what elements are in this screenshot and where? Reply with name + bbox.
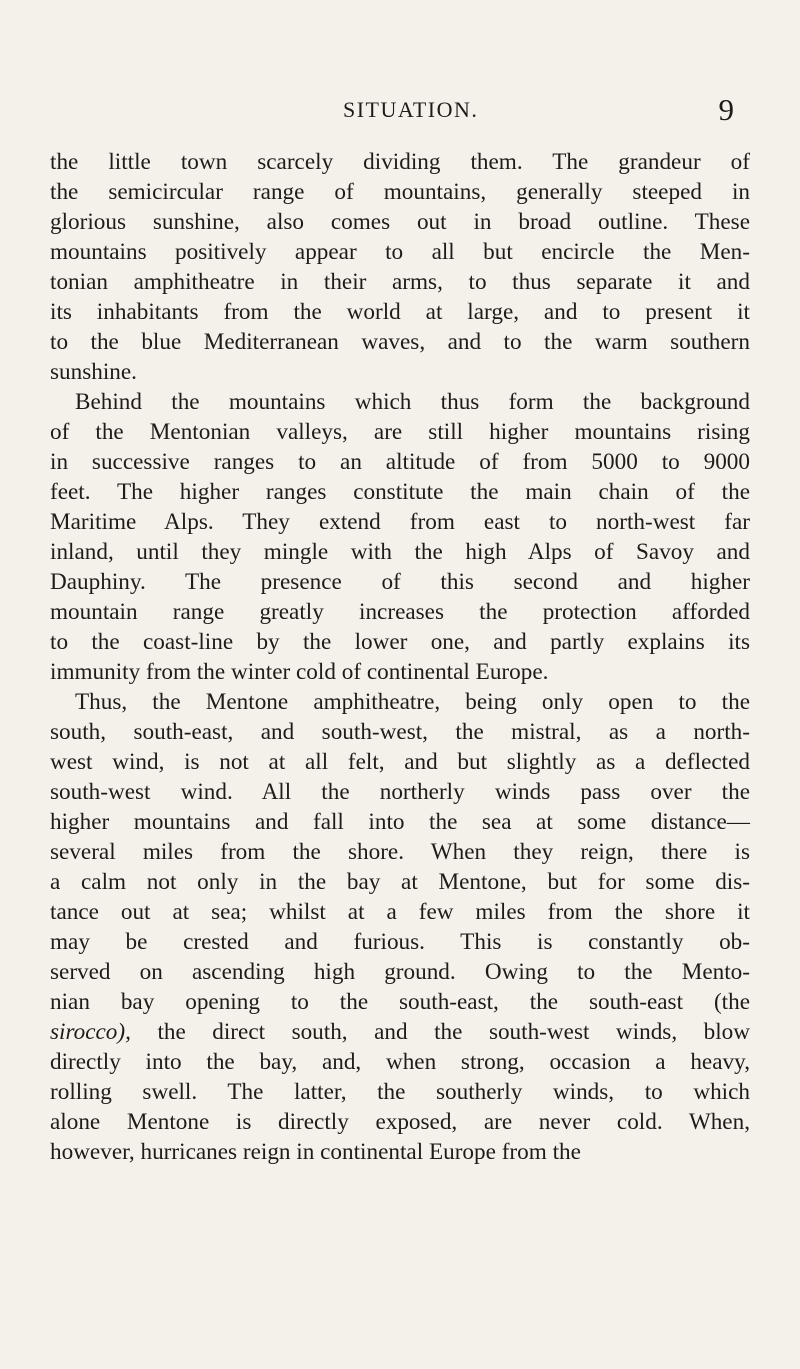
- page-number: 9: [718, 92, 734, 127]
- text-line: mountains positively appear to all but encircle the Men-: [50, 239, 750, 265]
- text-line: alone Mentone is directly exposed, are never cold. When,: [50, 1109, 750, 1135]
- text-line: several miles from the shore. When they reign, there is: [50, 839, 750, 865]
- text-line: Maritime Alps. They extend from east to north-west far: [50, 509, 750, 535]
- text-line: immunity from the winter cold of continental Europe.: [50, 659, 549, 685]
- text-line: however, hurricanes reign in continental Europe from the: [50, 1139, 581, 1165]
- running-title: SITUATION.: [343, 97, 479, 122]
- text-line: Thus, the Mentone amphitheatre, being only open to the: [75, 689, 750, 715]
- text-line: to the blue Mediterranean waves, and to the warm southern: [50, 329, 750, 355]
- text-line: glorious sunshine, also comes out in broad outline. These: [50, 209, 750, 235]
- text-line: directly into the bay, and, when strong, occasion a heavy,: [50, 1049, 750, 1075]
- text-line: its inhabitants from the world at large, and to present it: [50, 299, 750, 325]
- text-line: Dauphiny. The presence of this second and higher: [50, 569, 750, 595]
- text-line: south, south-east, and south-west, the mistral, as a north-: [50, 719, 750, 745]
- text-line: a calm not only in the bay at Mentone, but for some dis-: [50, 869, 750, 895]
- text-line: inland, until they mingle with the high Alps of Savoy and: [50, 539, 750, 565]
- text-line: the little town scarcely dividing them. The grandeur of: [50, 149, 750, 175]
- text-line: south-west wind. All the northerly winds pass over the: [50, 779, 750, 805]
- text-line: sunshine.: [50, 359, 137, 385]
- text-line: may be crested and furious. This is constantly ob-: [50, 929, 750, 955]
- running-head: [50, 90, 750, 130]
- text-line: tance out at sea; whilst at a few miles from the shore it: [50, 899, 750, 925]
- text-line: west wind, is not at all felt, and but slightly as a deflected: [50, 749, 750, 775]
- text-line: the semicircular range of mountains, generally steeped in: [50, 179, 750, 205]
- text-line: feet. The higher ranges constitute the main chain of the: [50, 479, 750, 505]
- text-line: to the coast-line by the lower one, and partly explains its: [50, 629, 750, 655]
- body-text: [50, 147, 750, 1167]
- text-line: served on ascending high ground. Owing to the Mento-: [50, 959, 750, 985]
- text-line: of the Mentonian valleys, are still higher mountains rising: [50, 419, 750, 445]
- text-line-with-italic: [50, 1017, 750, 1047]
- text-line: mountain range greatly increases the protection afforded: [50, 599, 750, 625]
- italic-word: sirocco),: [50, 1019, 131, 1045]
- text-line: rolling swell. The latter, the southerly winds, to which: [50, 1079, 750, 1105]
- text-line: nian bay opening to the south-east, the south-east (the: [50, 989, 750, 1015]
- text-line: higher mountains and fall into the sea at some distance—: [50, 809, 750, 835]
- text-line: Behind the mountains which thus form the background: [75, 389, 750, 415]
- text-line-remainder: the direct south, and the south-west winds, blow: [157, 1019, 750, 1045]
- text-line: in successive ranges to an altitude of from 5000 to 9000: [50, 449, 750, 475]
- text-line: tonian amphitheatre in their arms, to thus separate it and: [50, 269, 750, 295]
